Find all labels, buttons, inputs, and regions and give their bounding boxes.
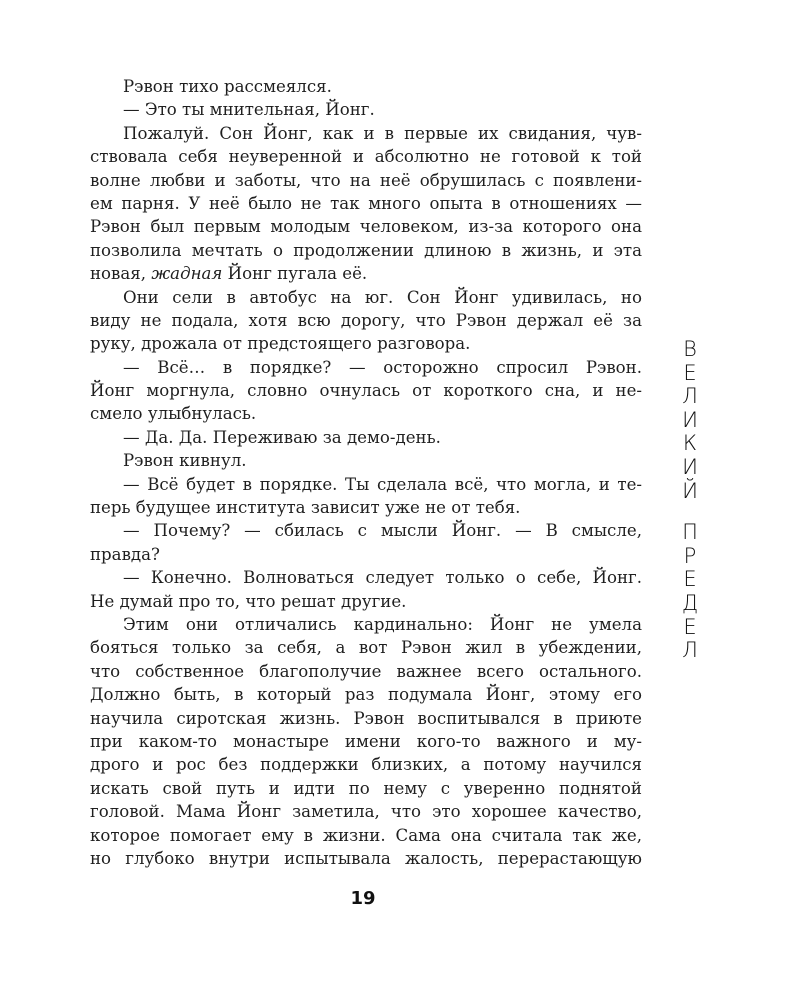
side-title-letter: Е bbox=[683, 614, 697, 639]
text-line: что собственное благополучие важнее всего остального. bbox=[90, 661, 642, 681]
text-line: виду не подала, хотя всю дорогу, что Рэвон держал её за bbox=[90, 310, 642, 330]
side-title-letter: И bbox=[682, 407, 698, 432]
text-line: руку, дрожала от предстоящего разговора. bbox=[90, 334, 471, 354]
italic-word: жадная bbox=[151, 264, 223, 284]
text-line: позволила мечтать о продолжении длиною в жизнь, и эта bbox=[90, 240, 642, 260]
text-line: Этим они отличались кардинально: Йонг не умела bbox=[123, 614, 642, 634]
text-span: новая, bbox=[90, 264, 152, 284]
text-line: Они сели в автобус на юг. Сон Йонг удивилась, но bbox=[123, 287, 642, 307]
text-line: Не думай про то, что решат другие. bbox=[90, 591, 407, 611]
body-text bbox=[90, 75, 642, 870]
text-line: бояться только за себя, а вот Рэвон жил в убеждении, bbox=[90, 638, 642, 658]
text-line: головой. Мама Йонг заметила, что это хорошее качество, bbox=[90, 802, 642, 822]
text-line: но глубоко внутри испытывала жалость, перерастающую bbox=[90, 848, 642, 868]
text-line: — Всё… в порядке? — осторожно спросил Рэвон. bbox=[123, 357, 642, 377]
text-line: при каком-то монастыре имени кого-то важного и му- bbox=[90, 731, 642, 751]
text-line: перь будущее института зависит уже не от тебя. bbox=[90, 498, 521, 518]
text-line: Должно быть, в который раз подумала Йонг, этому его bbox=[90, 685, 642, 705]
side-title-letter: В bbox=[683, 337, 697, 361]
side-title-letter: К bbox=[682, 431, 698, 456]
side-title-letter: Л bbox=[682, 384, 698, 409]
side-title-letter: Й bbox=[682, 478, 698, 503]
text-line: — Почему? — сбилась с мысли Йонг. — В смысле, bbox=[123, 521, 642, 541]
side-title-letter: И bbox=[682, 454, 698, 479]
text-line: научила сиротская жизнь. Рэвон воспитывался в приюте bbox=[90, 708, 642, 728]
text-line: Йонг моргнула, словно очнулась от короткого сна, и не- bbox=[90, 381, 642, 401]
text-line: Пожалуй. Сон Йонг, как и в первые их свидания, чув- bbox=[123, 123, 642, 143]
text-line: ем парня. У неё было не так много опыта в отношениях — bbox=[90, 193, 642, 213]
page-number: 19 bbox=[350, 888, 376, 909]
side-title-letter: П bbox=[682, 520, 698, 545]
side-title-letter: Д bbox=[681, 590, 699, 615]
text-line: — Да. Да. Переживаю за демо-день. bbox=[123, 427, 441, 447]
text-line: ствовала себя неуверенной и абсолютно не готовой к той bbox=[90, 147, 642, 167]
text-line: смело улыбнулась. bbox=[90, 404, 257, 424]
side-title-letter: Р bbox=[683, 543, 697, 568]
side-title-letter: Е bbox=[683, 567, 697, 592]
text-line: которое помогает ему в жизни. Сама она считала так же, bbox=[90, 825, 642, 845]
text-line bbox=[90, 262, 642, 285]
side-title-gap bbox=[670, 503, 710, 521]
text-line: — Всё будет в порядке. Ты сделала всё, что могла, и те- bbox=[123, 474, 642, 494]
side-title-letter: Е bbox=[683, 360, 697, 385]
text-line: искать свой путь и идти по нему с уверенно поднятой bbox=[90, 778, 642, 798]
text-line: волне любви и заботы, что на неё обрушилась с появлени- bbox=[90, 170, 642, 190]
running-head-book-title bbox=[670, 338, 710, 663]
text-line: Рэвон кивнул. bbox=[123, 451, 247, 471]
text-line: — Это ты мнительная, Йонг. bbox=[123, 100, 375, 120]
side-title-letter: Л bbox=[682, 638, 698, 663]
text-span: Йонг пугала её. bbox=[222, 264, 368, 284]
text-line: дрого и рос без поддержки близких, а потому научился bbox=[90, 755, 642, 775]
text-line: правда? bbox=[90, 544, 160, 564]
text-line: Рэвон был первым молодым человеком, из-за которого она bbox=[90, 217, 642, 237]
text-line: Рэвон тихо рассмеялся. bbox=[123, 77, 332, 96]
text-line: — Конечно. Волноваться следует только о себе, Йонг. bbox=[123, 568, 642, 588]
